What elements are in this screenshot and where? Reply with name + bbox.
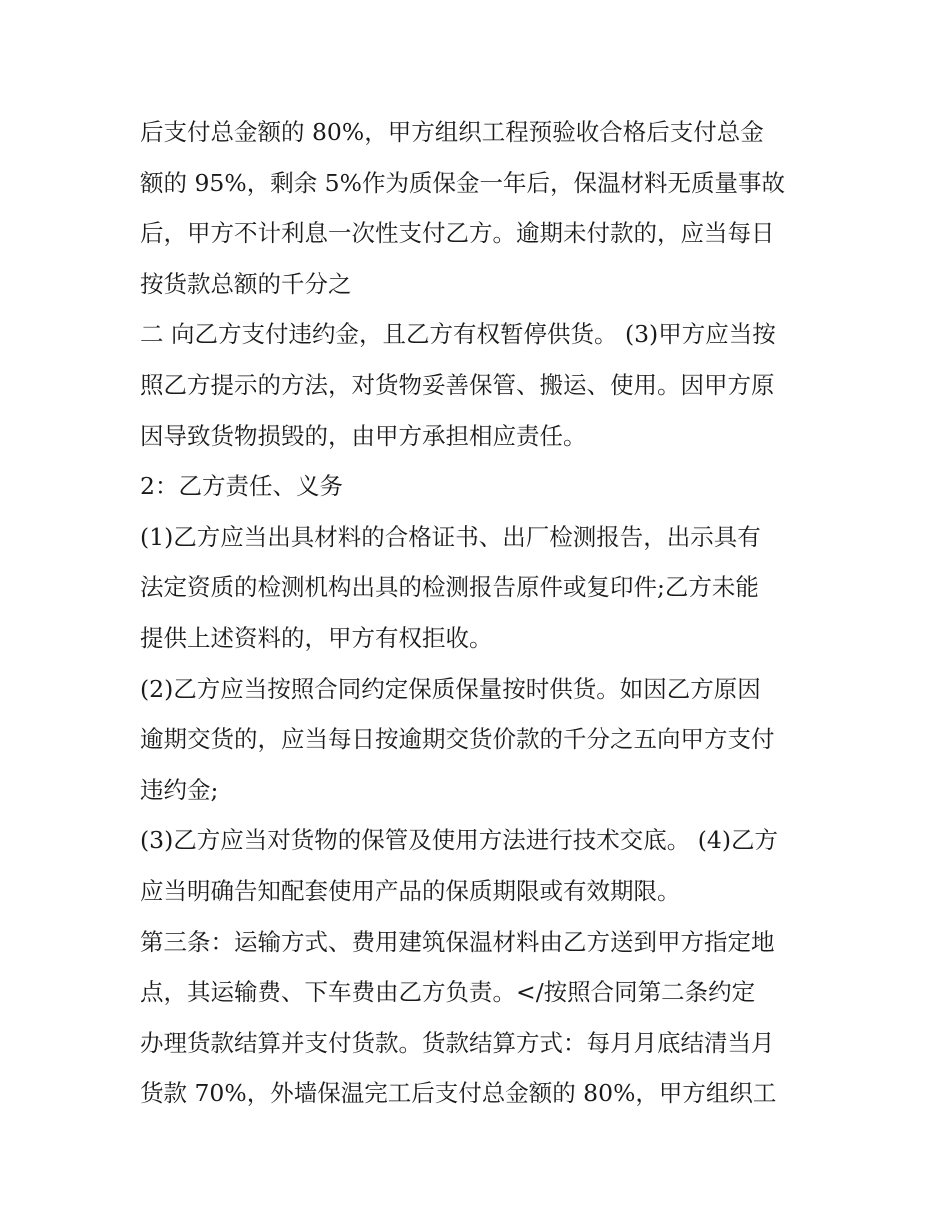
text-line: 按货款总额的千分之	[140, 269, 352, 298]
text-line: 后支付总金额的 80%，甲方组织工程预验收合格后支付总金	[140, 118, 764, 146]
text-line: 照乙方提示的方法，对货物妥善保管、搬运、使用。因甲方原	[140, 370, 775, 399]
section-heading: 2：乙方责任、义务	[140, 472, 343, 501]
text-line: 因导致货物损毁的，由甲方承担相应责任。	[140, 421, 587, 450]
article-heading-line: 第三条：运输方式、费用建筑保温材料由乙方送到甲方指定地	[140, 927, 775, 956]
text-line: (2)乙方应当按照合同约定保质保量按时供货。如因乙方原因	[140, 674, 761, 703]
text-line: (1)乙方应当出具材料的合格证书、出厂检测报告，出示具有	[140, 522, 761, 551]
text-line: (3)乙方应当对货物的保管及使用方法进行技术交底。 (4)乙方	[140, 826, 779, 855]
text-line: 货款 70%，外墙保温完工后支付总金额的 80%，甲方组织工	[140, 1079, 777, 1108]
contract-body-text	[140, 107, 830, 1119]
text-line: 点，其运输费、下车费由乙方负责。</按照合同第二条约定	[140, 978, 756, 1007]
text-line: 法定资质的检测机构出具的检测报告原件或复印件;乙方未能	[140, 573, 759, 602]
text-line: 逾期交货的，应当每日按逾期交货价款的千分之五向甲方支付	[140, 725, 775, 754]
text-line: 应当明确告知配套使用产品的保质期限或有效期限。	[140, 876, 681, 905]
text-line: 额的 95%，剩余 5%作为质保金一年后，保温材料无质量事故	[140, 168, 785, 197]
text-line: 后，甲方不计利息一次性支付乙方。逾期未付款的，应当每日	[140, 219, 775, 248]
text-line: 办理货款结算并支付货款。货款结算方式：每月月底结清当月	[140, 1028, 775, 1057]
text-line: 违约金;	[140, 775, 219, 804]
text-line: 二 向乙方支付违约金，且乙方有权暂停供货。 (3)甲方应当按	[140, 320, 776, 349]
text-line: 提供上述资料的，甲方有权拒收。	[140, 623, 493, 652]
